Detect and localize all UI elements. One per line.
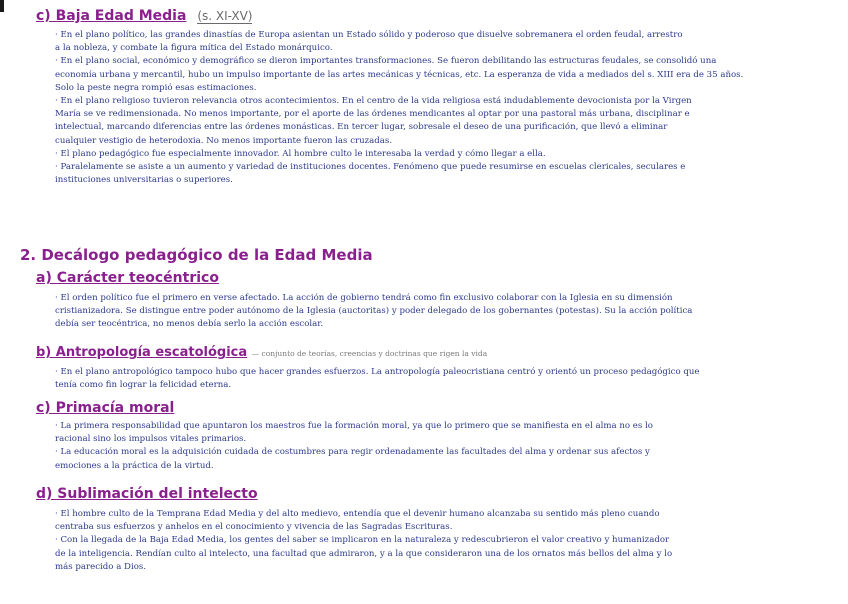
- text-line: instituciones universitarias o superiores.: [55, 175, 233, 186]
- text-line: centraba sus esfuerzos y anhelos en el conocimiento y vivencia de las Sagradas Escrituras.: [55, 522, 453, 533]
- text-line: tenía como fin lograr la felicidad eterna.: [55, 380, 232, 391]
- text-line: · En el plano social, económico y demográfico se dieron importantes transformaciones. Se fueron debilitando las estructuras feudales, se consolidó una: [55, 56, 717, 67]
- text-line: · En el plano político, las grandes dinastías de Europa asientan un Estado sólido y poderoso que disuelve sobremanera el orden feudal, arrestro: [55, 30, 683, 40]
- text-line: emociones a la práctica de la virtud.: [55, 460, 214, 471]
- text-line: · Con la llegada de la Baja Edad Media, los gentes del saber se implicaron en la naturaleza y redescubrieron el valor creativo y humanizador: [55, 535, 670, 546]
- text-line: · Paralelamente se asiste a un aumento y variedad de instituciones docentes. Fenómeno que puede resumirse en escuelas clericales, seculares e: [55, 162, 686, 173]
- main-heading-decalogo: 2. Decálogo pedagógico de la Edad Media: [20, 246, 373, 264]
- paragraph-antropologia: [55, 366, 835, 392]
- section-title: d) Sublimación del intelecto: [36, 486, 258, 502]
- text-line: · El plano pedagógico fue especialmente innovador. Al hombre culto le interesaba la verdad y cómo llegar a ella.: [55, 148, 546, 159]
- page-corner-mark: [0, 0, 4, 12]
- text-line: debía ser teocéntrica, no menos debía serlo la acción escolar.: [55, 319, 324, 330]
- text-line: · El orden político fue el primero en verse afectado. La acción de gobierno tendrá como fin exclusivo colaborar con la Iglesia en su dimensión: [55, 293, 673, 303]
- section-heading-baja-edad-media: [36, 8, 252, 24]
- section-heading-caracter-teocentrico: [36, 270, 219, 286]
- section-heading-primacia-moral: [36, 400, 174, 416]
- text-line: más parecido a Dios.: [55, 561, 147, 572]
- text-line: racional sino los impulsos vitales primarios.: [55, 434, 247, 445]
- section-heading-sublimacion-intelecto: [36, 486, 258, 502]
- text-line: intelectual, marcando diferencias entre las órdenes monásticas. En tercer lugar, sobresale el deseo de una purificación, que llevó a eliminar: [55, 122, 668, 133]
- section-title: a) Carácter teocéntrico: [36, 270, 219, 286]
- paragraph-sublimacion-intelecto: [55, 508, 835, 574]
- text-line: Solo la peste negra rompió esas estimaciones.: [55, 82, 257, 93]
- section-title: c) Primacía moral: [36, 400, 175, 416]
- text-line: · En el plano religioso tuvieron relevancia otros acontecimientos. En el centro de la vida religiosa está indudablemente devocionista por la Virgen: [55, 96, 692, 107]
- text-line: María se ve redimensionada. No menos importante, por el aporte de las órdenes mendicantes al optar por una pastoral más urbana, disciplinar e: [55, 109, 690, 120]
- text-line: a la nobleza, y combate la figura mítica del Estado monárquico.: [55, 43, 333, 54]
- section-title: b) Antropología escatológica: [36, 345, 248, 360]
- paragraph-baja-edad-media: [55, 29, 835, 187]
- section-heading-antropologia: [36, 345, 487, 360]
- text-line: economía urbana y mercantil, hubo un impulso importante de las artes mecánicas y técnicas, etc. La esperanza de vida a mediados del s. XIII era de 35 años.: [55, 69, 744, 80]
- text-line: · El hombre culto de la Temprana Edad Media y del alto medievo, entendía que el devenir humano alcanzaba su sentido más pleno cuando: [55, 509, 660, 519]
- text-line: cualquier vestigio de heterodoxia. No menos importante fueron las cruzadas.: [55, 135, 393, 146]
- text-line: de la inteligencia. Rendían culto al intelecto, una facultad que admiraron, y a la que consideraron una de los ornatos más bellos del alma y lo: [55, 548, 673, 559]
- text-line: · En el plano antropológico tampoco hubo que hacer grandes esfuerzos. La antropología paleocristiana centró y orientó un proceso pedagógico que: [55, 367, 700, 377]
- section-date-range: (s. XI-XV): [197, 9, 253, 23]
- text-line: · La primera responsabilidad que apuntaron los maestros fue la formación moral, ya que lo primero que se manifiesta en el alma no es lo: [55, 421, 653, 431]
- paragraph-primacia-moral: [55, 420, 835, 473]
- section-title: c) Baja Edad Media: [36, 8, 187, 24]
- paragraph-teocentrico: [55, 292, 835, 332]
- section-note: — conjunto de teorías, creencias y doctrinas que rigen la vida: [251, 349, 488, 358]
- text-line: · La educación moral es la adquisición cuidada de costumbres para regir ordenadamente las facultades del alma y ordenar sus afectos y: [55, 447, 650, 458]
- text-line: cristianizadora. Se distingue entre poder autónomo de la Iglesia (auctoritas) y poder delegado de los gobernantes (potestas). Su la acción política: [55, 306, 693, 317]
